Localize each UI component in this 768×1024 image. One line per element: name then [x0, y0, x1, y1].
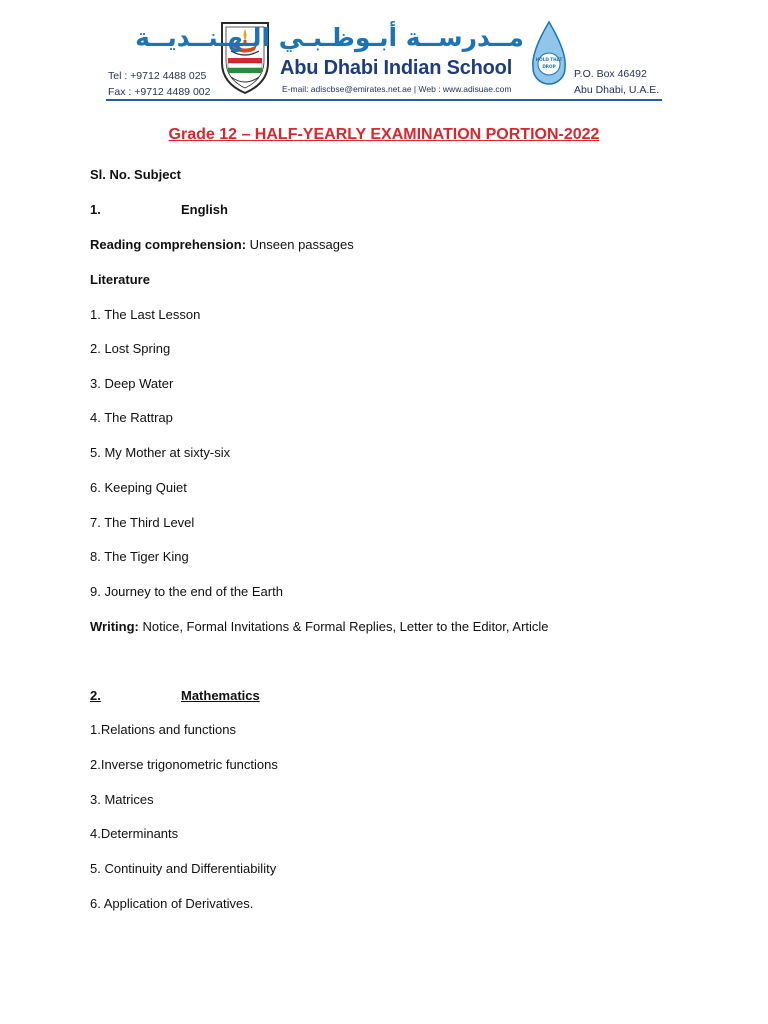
reading-text: Unseen passages	[246, 237, 354, 252]
contact-left	[108, 68, 210, 100]
list-item: 6. Keeping Quiet	[90, 480, 187, 495]
header-divider	[106, 99, 662, 101]
telephone: Tel : +9712 4488 025	[108, 70, 207, 82]
list-item: 2.Inverse trigonometric functions	[90, 757, 278, 772]
list-item: 8. The Tiger King	[90, 549, 189, 564]
mathematics-subject: Mathematics	[181, 688, 260, 703]
email-and-website: E-mail: adiscbse@emirates.net.ae | Web : www.adisuae.com	[282, 84, 512, 94]
water-drop-logo	[529, 20, 569, 90]
list-item: 5. Continuity and Differentiability	[90, 861, 277, 876]
list-item: 7. The Third Level	[90, 515, 195, 530]
mathematics-number: 2.	[90, 688, 101, 703]
school-name-arabic: مــدرســة أبـوظـبـي الـهـنــديــة	[135, 23, 524, 52]
list-item: 4.Determinants	[90, 826, 179, 841]
list-item: 5. My Mother at sixty-six	[90, 445, 231, 460]
writing-label: Writing:	[90, 619, 139, 634]
list-item: 1. The Last Lesson	[90, 307, 201, 322]
document-title: Grade 12 – HALF-YEARLY EXAMINATION PORTION-2022	[168, 126, 600, 143]
svg-text:DROP: DROP	[542, 64, 556, 69]
school-name: Abu Dhabi Indian School	[280, 57, 513, 79]
reading-label: Reading comprehension:	[90, 237, 247, 252]
list-item: 4. The Rattrap	[90, 410, 173, 425]
letterhead	[0, 0, 768, 110]
svg-text:HOLD THAT: HOLD THAT	[535, 57, 563, 62]
list-item: 2. Lost Spring	[90, 341, 171, 356]
english-number: 1.	[90, 202, 101, 217]
list-item: 9. Journey to the end of the Earth	[90, 584, 283, 599]
table-header: Sl. No. Subject	[90, 167, 182, 182]
list-item: 3. Matrices	[90, 792, 154, 807]
contact-right	[574, 66, 659, 98]
list-item: 3. Deep Water	[90, 376, 174, 391]
writing-text: Notice, Formal Invitations & Formal Replies, Letter to the Editor, Article	[138, 619, 549, 634]
literature-heading: Literature	[90, 272, 150, 287]
list-item: 1.Relations and functions	[90, 722, 236, 737]
city: Abu Dhabi, U.A.E.	[574, 84, 660, 96]
list-item: 6. Application of Derivatives.	[90, 896, 254, 911]
english-subject: English	[181, 202, 228, 217]
reading-comprehension-line	[90, 237, 354, 253]
writing-line	[90, 619, 549, 635]
po-box: P.O. Box 46492	[574, 68, 647, 80]
fax: Fax : +9712 4489 002	[108, 86, 211, 98]
